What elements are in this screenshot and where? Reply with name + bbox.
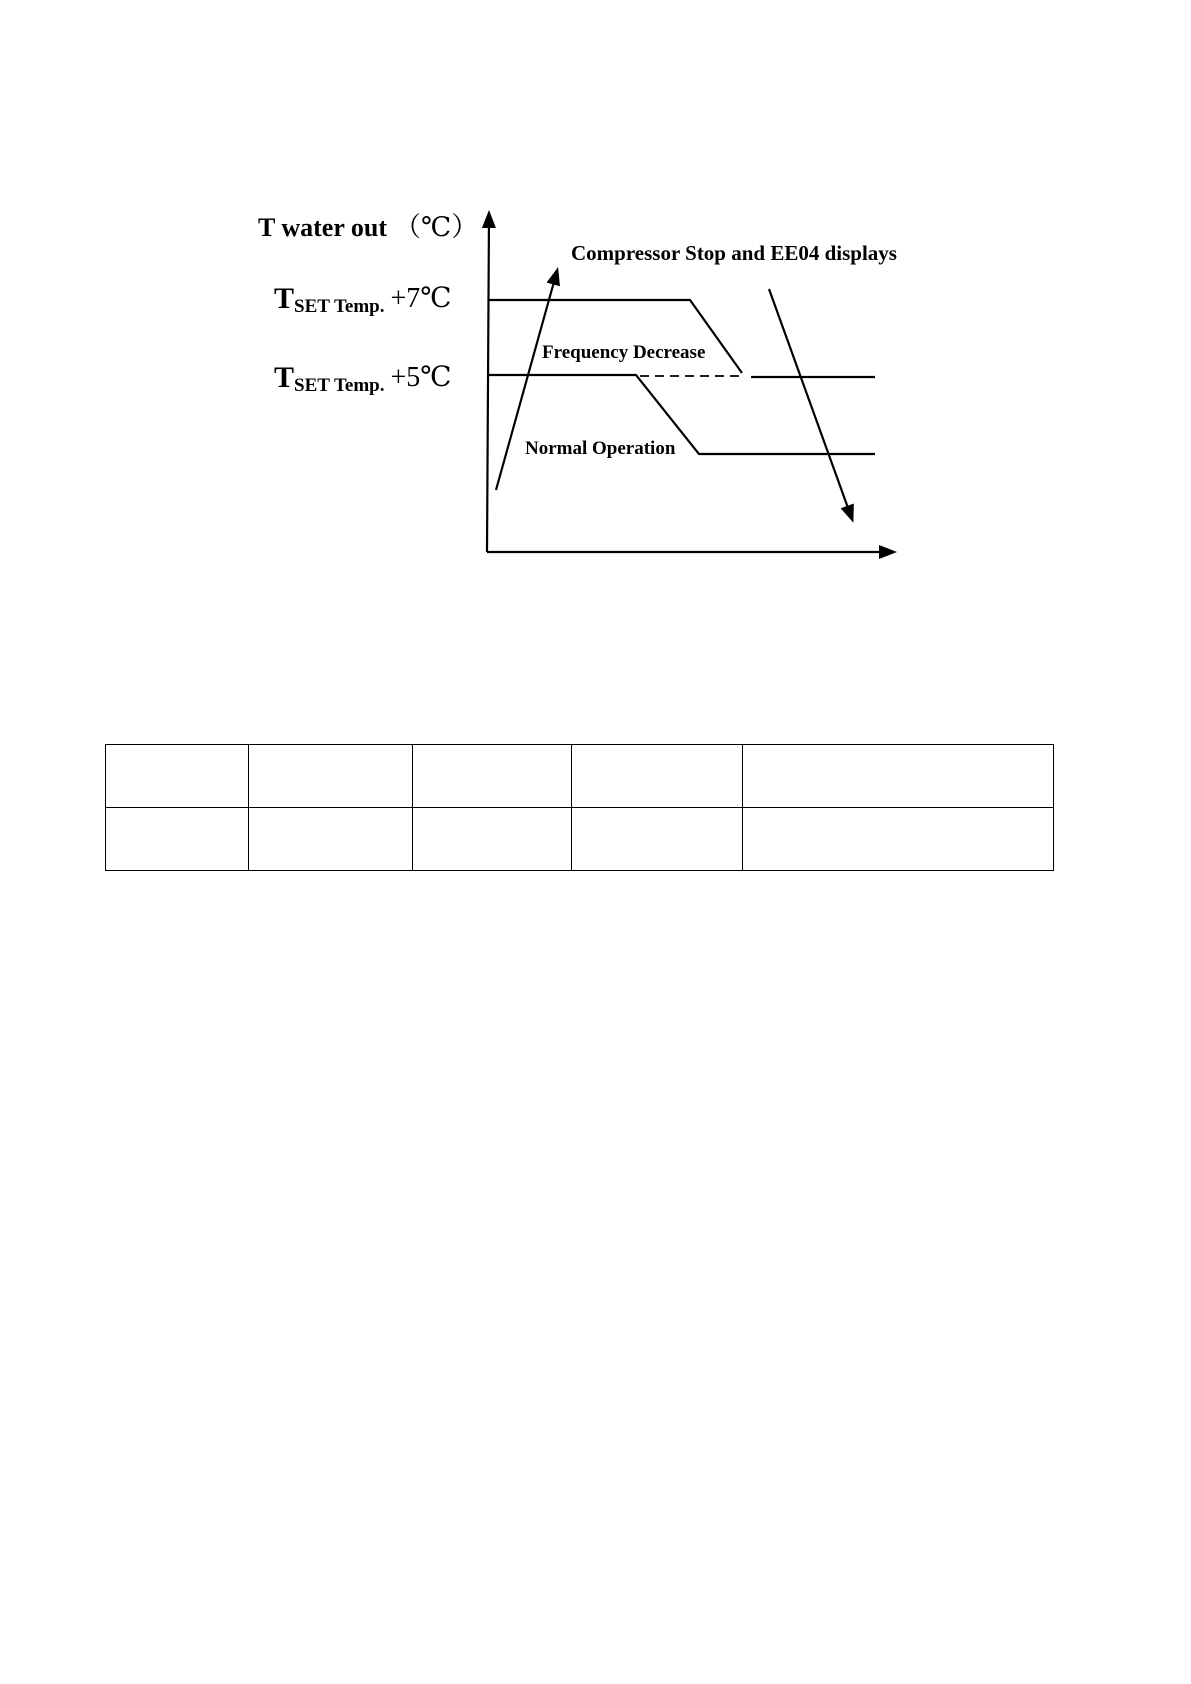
- table-row: [106, 808, 1054, 871]
- y-axis: [487, 214, 489, 552]
- empty-table: [105, 744, 1054, 871]
- table-cell: [106, 745, 249, 808]
- table-cell: [413, 808, 572, 871]
- zone-normal-operation-label: Normal Operation: [525, 438, 676, 459]
- table-cell: [743, 808, 1054, 871]
- zone-compressor-stop-label: Compressor Stop and EE04 displays: [571, 241, 897, 265]
- table-cell: [249, 808, 413, 871]
- table-cell: [413, 745, 572, 808]
- table-cell: [106, 808, 249, 871]
- y-axis-label: T water out: [258, 213, 388, 242]
- table-cell: [743, 745, 1054, 808]
- threshold-high-label: TSET Temp. +7℃: [274, 282, 452, 317]
- falling-arrow: [769, 289, 852, 519]
- table-cell: [572, 745, 743, 808]
- threshold-low-label: TSET Temp. +5℃: [274, 361, 452, 396]
- table-cell: [249, 745, 413, 808]
- table-cell: [572, 808, 743, 871]
- table-row: [106, 745, 1054, 808]
- zone-frequency-decrease-label: Frequency Decrease: [542, 342, 706, 363]
- y-axis-unit: （℃）: [394, 212, 479, 242]
